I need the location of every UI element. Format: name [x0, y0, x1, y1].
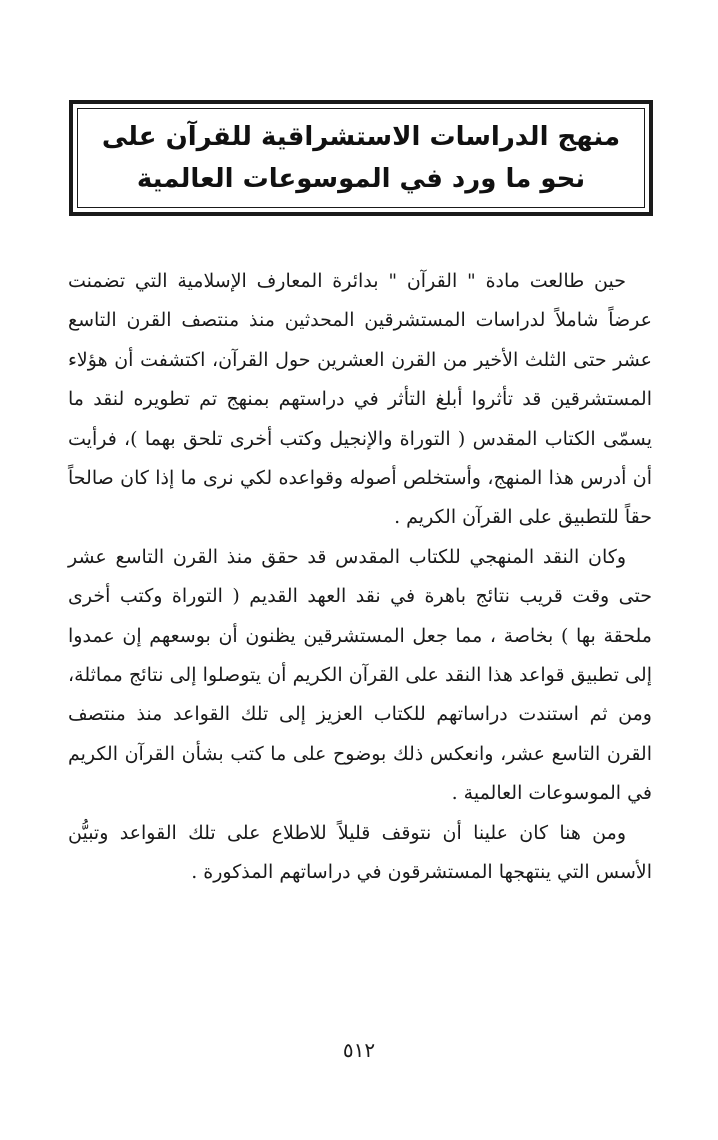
chapter-title-line-2: نحو ما ورد في الموسوعات العالمية: [136, 164, 586, 194]
chapter-title-inner-border: [77, 108, 645, 208]
page-number: ٥١٢: [342, 1038, 376, 1062]
paragraph-1: حين طالعت مادة " القرآن " بدائرة المعارف الإسلامية التي تضمنت عرضاً شاملاً لدراسات المستشرقين المحدثين منذ منتصف القرن التاسع عشر حتى الثلث الأخير من القرن العشرين حول القرآن، اكتشفت أن هؤلاء المستشرقين قد تأثروا أبلغ التأثر في دراستهم بمنهج تم تطويره لنقد ما يسمّى الكتاب المقدس ( التوراة والإنجيل وكتب أخرى تلحق بهما )، فرأيت أن أدرس هذا المنهج، وأستخلص أصوله وقواعده لكي نرى ما إذا كان صالحاً حقاً للتطبيق على القرآن الكريم .: [68, 270, 652, 529]
body-text: [68, 262, 652, 893]
chapter-title-frame: [69, 100, 653, 216]
chapter-title-line-1: منهج الدراسات الاستشراقية للقرآن على: [101, 122, 621, 152]
paragraph-3: ومن هنا كان علينا أن نتوقف قليلاً للاطلاع على تلك القواعد وتبيُّن الأسس التي ينتهجها المستشرقون في دراساتهم المذكورة .: [68, 821, 652, 884]
paragraph-2: وكان النقد المنهجي للكتاب المقدس قد حقق منذ القرن التاسع عشر حتى وقت قريب نتائج باهرة في نقد العهد القديم ( التوراة وكتب أخرى ملحقة بها ) بخاصة ، مما جعل المستشرقين يظنون أن بوسعهم إن عمدوا إلى تطبيق قواعد هذا النقد على القرآن الكريم أن يتوصلوا إلى نتائج مماثلة، ومن ثم استندت دراساتهم للكتاب العزيز إلى تلك القواعد منذ منتصف القرن التاسع عشر، وانعكس ذلك بوضوح على ما كتب بشأن القرآن الكريم في الموسوعات العالمية .: [68, 545, 652, 805]
